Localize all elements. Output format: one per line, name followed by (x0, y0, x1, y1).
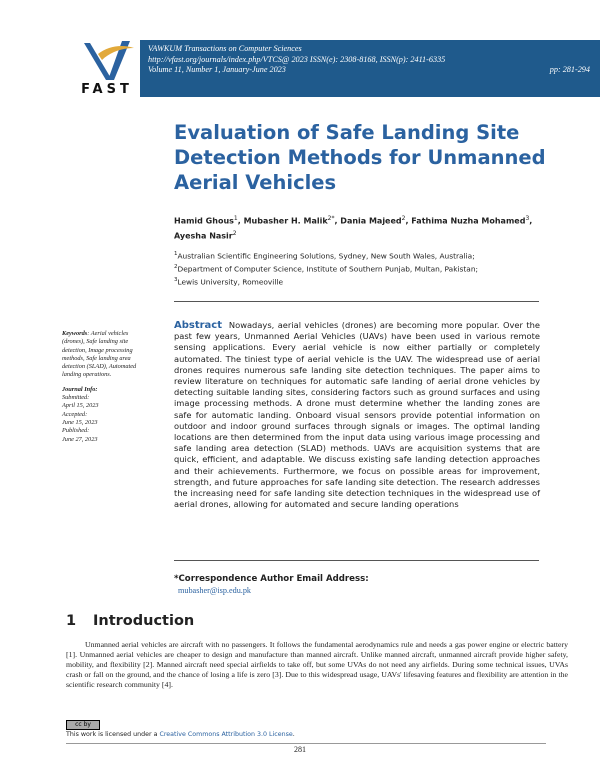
journal-volume: Volume 11, Number 1, January-June 2023 (148, 65, 286, 75)
keywords-label: Keywords (62, 330, 88, 337)
author-sep: , (405, 216, 412, 226)
author-sup: 1 (233, 215, 238, 222)
affiliation-item: $^3$Lewis University, Romeoville (174, 276, 283, 287)
author-name: Hamid Ghous (174, 216, 234, 226)
license-prefix: This work is licensed under a (66, 731, 160, 738)
author-sep: , (334, 216, 341, 226)
abstract-heading: Abstract (174, 320, 223, 331)
section-number: 1 (66, 613, 77, 629)
correspondence-email-link[interactable]: mubasher@isp.edu.pk (178, 586, 252, 595)
author-sup: 2 (232, 230, 237, 238)
license-link[interactable]: Creative Commons Attribution 3.0 License (159, 731, 293, 738)
submitted-date: April 15, 2023 (62, 402, 99, 410)
correspondence-heading: *Correspondence Author Email Address: (174, 574, 369, 584)
journal-header (148, 44, 594, 76)
author-name: Mubasher H. Malik (243, 216, 328, 226)
published-date: June 27, 2023 (62, 435, 98, 443)
logo-text: FAST (81, 82, 133, 96)
published-label: Published: (62, 427, 90, 435)
keywords-block (62, 330, 148, 380)
sidebar-info (62, 330, 148, 444)
cc-license-badge[interactable]: cc by (66, 720, 100, 730)
accepted-date: June 15, 2023 (62, 418, 98, 426)
affiliation-list (174, 249, 564, 288)
author-sup: 3 (525, 215, 530, 222)
author-name: Dania Majeed (340, 216, 402, 226)
author-name: Fathima Nuzha Mohamed (411, 216, 526, 226)
paper-title: Evaluation of Safe Landing Site Detection Methods for Unmanned Aerial Vehicles (174, 121, 546, 194)
divider-bottom (174, 560, 539, 561)
abstract-text: Nowadays, aerial vehicles (drones) are becoming more popular. Over the past few years, Unmanned Aerial Vehicles (UAVs) have been used in various remote sensing applications. Every aerial vehicle is now either partially or completely automated. The tiniest type of aerial vehicle is the UAV. The widespread use of aerial drones requires numerous safe landing site detection techniques. The paper aims to review literature on techniques for automatic safe landing of aerial drone vehicles by detecting suitable landing sites, considering factors such as ground surfaces and using image processing methods. A drone must determine whether the landing zones are safe for automatic landing. Onboard visual sensors provide potential information on outdoor and indoor ground surfaces through signals or images. The optimal landing locations are then determined from the input data using various image processing and safe landing area detection (SLAD) methods. UAVs are acquisition systems that are quick, efficient, and adaptable. We discuss existing safe landing detection approaches and their achievements. Furthermore, we focus on possible areas for improvement, strength, and future approaches for safe landing site detection. The research addresses the increasing need for safe landing site detection techniques in the widespread use of aerial drones, allowing for automated and secure landing operations (174, 320, 540, 510)
section-heading (66, 613, 194, 629)
author-sep: , (237, 216, 244, 226)
journal-url-issn[interactable]: http://vfast.org/journals/index.php/VTCS@ 2023 ISSN(e): 2308-8168, ISSN(p): 2411-6335 (148, 54, 446, 64)
author-sup: 2* (327, 215, 335, 222)
journal-pages: pp: 281-294 (549, 65, 590, 74)
license-suffix: . (292, 731, 295, 738)
page-number: 281 (294, 745, 306, 754)
submitted-label: Submitted: (62, 394, 90, 402)
fast-logo (72, 38, 142, 96)
intro-paragraph: Unmanned aerial vehicles are aircraft with no passengers. It follows the fundamental aerodynamics rule and needs a gas power engine or electric battery [1]. Unmanned aerial vehicles are cheaper to design and manufacture than manned aircraft. Unlike manned aircraft, unmanned aircraft provide higher safety, mobility, and flexibility [2]. Manned aircraft need special airfields to take off, but some UVAs do not need any airfields. During some technical issues, UVAs crash or fall on the ground, and the chance of losing a life is zero [3]. Due to this widespread usage, UAVs' lifesaving features and flexibility are attention in the scientific research community [4]. (66, 640, 568, 689)
license-line (66, 731, 295, 738)
keywords-text: : Aerial vehicles (drones), Safe landing site detection, Image processing methods, Safe landing area detection (SLAD), Automated landing operations. (62, 330, 137, 379)
affiliation-item: $^1$Australian Scientific Engineering Solutions, Sydney, New South Wales, Australia; (174, 251, 475, 261)
abstract (174, 320, 540, 510)
author-list (174, 213, 554, 243)
footer-divider (66, 743, 546, 744)
section-title: Introduction (93, 613, 195, 629)
author-sup: 2 (401, 215, 406, 222)
journal-info-label: Journal Info: (62, 385, 98, 393)
author-name: Ayesha Nasir (174, 231, 233, 241)
journal-name: VAWKUM Transactions on Computer Sciences (148, 44, 302, 53)
accepted-label: Accepted: (62, 410, 88, 418)
affiliation-item: $^2$Department of Computer Science, Institute of Southern Punjab, Multan, Pakistan; (174, 263, 478, 274)
divider-top (174, 301, 539, 302)
author-sep: , (529, 216, 533, 226)
